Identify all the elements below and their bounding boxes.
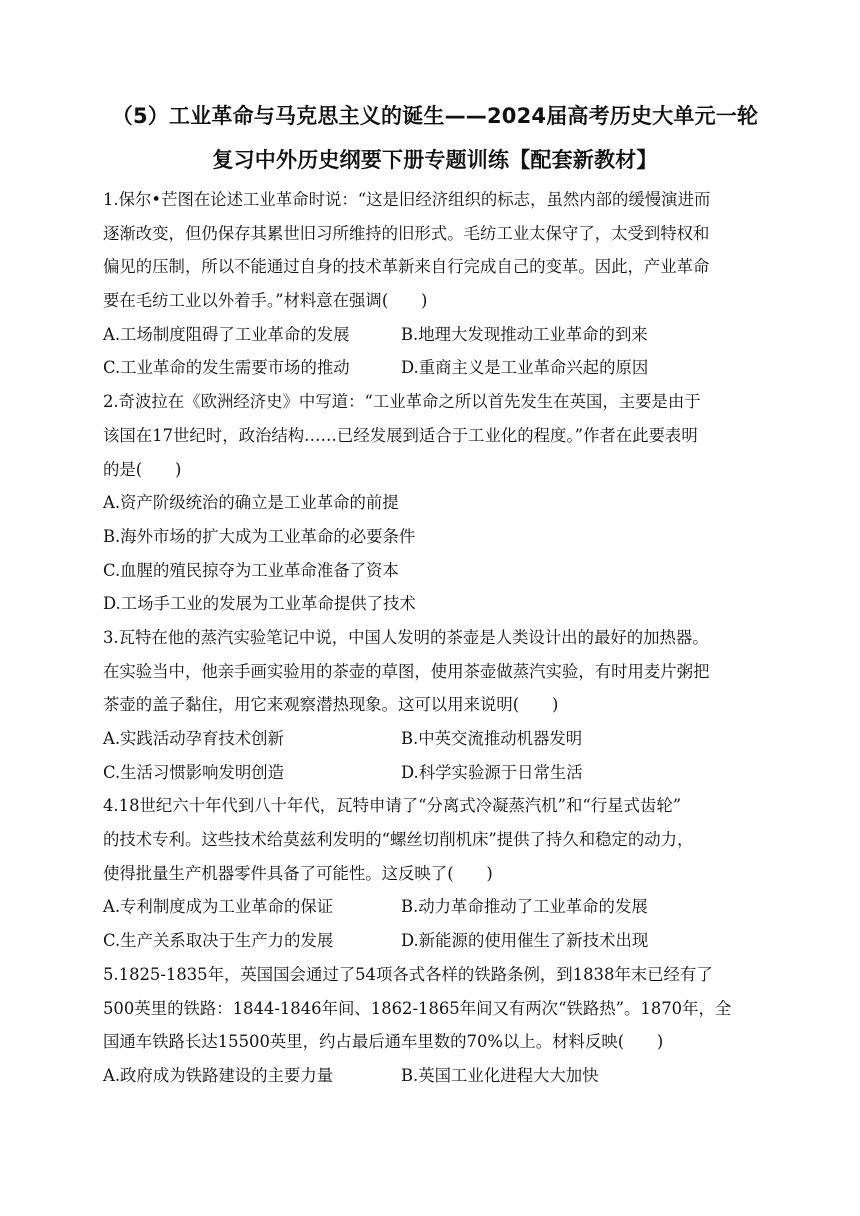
question-2-stem-line: 的是( ) xyxy=(103,459,182,479)
question-1-stem-line: 逐渐改变，但仍保存其累世旧习所维持的旧形式。毛纺工业太保守了，太受到特权和 xyxy=(103,223,710,243)
question-4-option-c: C.生产关系取决于生产力的发展 xyxy=(103,931,334,951)
question-4-stem-line: 使得批量生产机器零件具备了可能性。这反映了( ) xyxy=(103,863,493,883)
document-title-line-1: （5）工业革命与马克思主义的诞生——2024届高考历史大单元一轮 xyxy=(111,104,759,128)
question-4 xyxy=(103,789,763,957)
question-3-stem-line: 在实验当中，他亲手画实验用的茶壶的草图，使用茶壶做蒸汽实验，有时用麦片粥把 xyxy=(103,661,710,681)
question-4-stem-line: 的技术专利。这些技术给莫兹利发明的“螺丝切削机床”提供了持久和稳定的动力， xyxy=(103,830,694,850)
question-3-option-c: C.生活习惯影响发明创造 xyxy=(103,762,285,782)
question-5-stem-line: 500英里的铁路：1844-1846年间、1862-1865年间又有两次“铁路热”。1870年，全 xyxy=(103,998,732,1018)
question-1-option-c: C.工业革命的发生需要市场的推动 xyxy=(103,358,350,378)
question-1-stem-line: 1.保尔•芒图在论述工业革命时说：“这是旧经济组织的标志，虽然内部的缓慢演进而 xyxy=(103,190,711,209)
question-1-options-row xyxy=(103,318,763,352)
question-5-option-b: B.英国工业化进程大大加快 xyxy=(401,1065,599,1085)
question-4-options-row xyxy=(103,890,763,924)
question-2-stem-line: 该国在17世纪时，政治结构……已经发展到适合于工业化的程度。”作者在此要表明 xyxy=(103,425,698,445)
question-1 xyxy=(103,183,763,385)
question-4-option-a: A.专利制度成为工业革命的保证 xyxy=(103,897,334,917)
question-5-stem-line: 5.1825-1835年，英国国会通过了54项各式各样的铁路条例，到1838年末已经有了 xyxy=(103,964,713,984)
question-list xyxy=(103,183,763,1093)
question-5-options-row xyxy=(103,1059,763,1093)
question-2-stem-line: 2.奇波拉在《欧洲经济史》中写道：“工业革命之所以首先发生在英国，主要是由于 xyxy=(103,392,701,412)
question-3-option-a: A.实践活动孕育技术创新 xyxy=(103,729,284,748)
question-5-option-a: A.政府成为铁路建设的主要力量 xyxy=(103,1065,334,1085)
question-1-stem-line: 偏见的压制，所以不能通过自身的技术革新来自行完成自己的变革。因此，产业革命 xyxy=(103,257,710,277)
document-title-line-2: 复习中外历史纲要下册专题训练【配套新教材】 xyxy=(212,148,658,172)
question-5-stem-line: 国通车铁路长达15500英里，约占最后通车里数的70%以上。材料反映( ) xyxy=(103,1032,664,1052)
question-1-options-row xyxy=(103,351,763,385)
question-2-option-a: A.资产阶级统治的确立是工业革命的前提 xyxy=(103,493,399,513)
question-2-option-b: B.海外市场的扩大成为工业革命的必要条件 xyxy=(103,526,416,546)
question-3-stem-line: 3.瓦特在他的蒸汽实验笔记中说，中国人发明的茶壶是人类设计出的最好的加热器。 xyxy=(103,627,709,647)
question-5 xyxy=(103,958,763,1093)
question-1-stem-line: 要在毛纺工业以外着手。”材料意在强调( ) xyxy=(103,291,428,311)
question-1-option-d: D.重商主义是工业革命兴起的原因 xyxy=(401,358,649,378)
question-3-option-d: D.科学实验源于日常生活 xyxy=(401,762,583,782)
question-3-option-b: B.中英交流推动机器发明 xyxy=(401,729,583,748)
question-4-option-d: D.新能源的使用催生了新技术出现 xyxy=(401,931,649,951)
question-3-options-row xyxy=(103,756,763,790)
question-4-stem-line: 4.18世纪六十年代到八十年代，瓦特申请了“分离式冷凝蒸汽机”和“行星式齿轮” xyxy=(103,796,682,816)
question-2-option-d: D.工场手工业的发展为工业革命提供了技术 xyxy=(103,594,416,614)
question-2-option-c: C.血腥的殖民掠夺为工业革命准备了资本 xyxy=(103,560,399,580)
question-3-stem-line: 茶壶的盖子黏住，用它来观察潜热现象。这可以用来说明( ) xyxy=(103,695,559,715)
question-4-option-b: B.动力革命推动了工业革命的发展 xyxy=(401,897,648,917)
question-3-options-row xyxy=(103,722,763,756)
question-4-options-row xyxy=(103,924,763,958)
question-3 xyxy=(103,621,763,789)
question-2 xyxy=(103,385,763,621)
question-1-option-b: B.地理大发现推动工业革命的到来 xyxy=(401,324,648,344)
question-1-option-a: A.工场制度阻碍了工业革命的发展 xyxy=(103,324,350,344)
